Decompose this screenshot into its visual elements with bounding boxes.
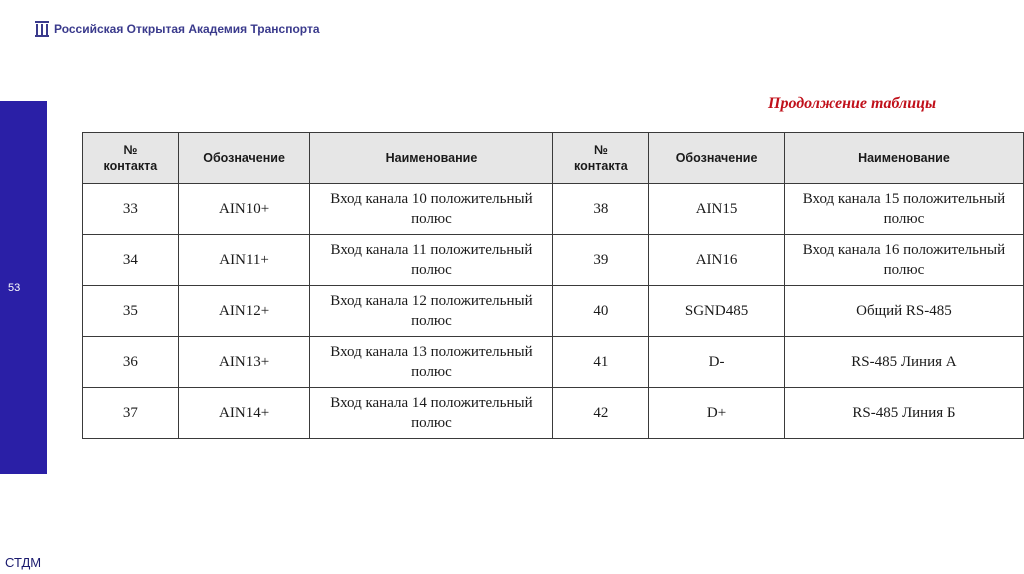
header-name: Наименование: [310, 133, 553, 184]
table-header-row: [83, 133, 1024, 184]
designation: AIN14+: [178, 388, 310, 439]
table-caption: Продолжение таблицы: [768, 95, 937, 112]
table-row: [83, 337, 1024, 388]
contacts-table: [82, 132, 1024, 439]
contact-number: 35: [83, 286, 179, 337]
table-row: [83, 235, 1024, 286]
org-name: Российская Открытая Академия Транспорта: [54, 22, 320, 36]
header-contact-number: № контакта: [83, 133, 179, 184]
contact-number: 41: [553, 337, 649, 388]
building-gate-icon: [34, 20, 50, 38]
designation: AIN16: [649, 235, 785, 286]
name-cell: Вход канала 12 положительный полюс: [310, 286, 553, 337]
contact-number: 42: [553, 388, 649, 439]
designation: AIN15: [649, 184, 785, 235]
contact-number: 38: [553, 184, 649, 235]
header: [34, 18, 320, 40]
designation: AIN11+: [178, 235, 310, 286]
contact-number: 34: [83, 235, 179, 286]
header-designation: Обозначение: [649, 133, 785, 184]
designation: SGND485: [649, 286, 785, 337]
name-cell: Вход канала 14 положительный полюс: [310, 388, 553, 439]
table-row: [83, 388, 1024, 439]
contact-number: 36: [83, 337, 179, 388]
designation: AIN12+: [178, 286, 310, 337]
name-cell: RS-485 Линия А: [784, 337, 1023, 388]
designation: AIN13+: [178, 337, 310, 388]
table-row: [83, 286, 1024, 337]
footer-label: СТДМ: [5, 555, 42, 570]
name-cell: RS-485 Линия Б: [784, 388, 1023, 439]
contact-number: 39: [553, 235, 649, 286]
table-row: [83, 184, 1024, 235]
header-contact-number: № контакта: [553, 133, 649, 184]
header-designation: Обозначение: [178, 133, 310, 184]
name-cell: Вход канала 15 положительный полюс: [784, 184, 1023, 235]
name-cell: Вход канала 16 положительный полюс: [784, 235, 1023, 286]
contact-number: 40: [553, 286, 649, 337]
header-name: Наименование: [784, 133, 1023, 184]
designation: D+: [649, 388, 785, 439]
contact-number: 33: [83, 184, 179, 235]
contact-number: 37: [83, 388, 179, 439]
name-cell: Вход канала 10 положительный полюс: [310, 184, 553, 235]
name-cell: Вход канала 11 положительный полюс: [310, 235, 553, 286]
name-cell: Вход канала 13 положительный полюс: [310, 337, 553, 388]
page-number: 53: [8, 282, 21, 294]
name-cell: Общий RS-485: [784, 286, 1023, 337]
designation: D-: [649, 337, 785, 388]
designation: AIN10+: [178, 184, 310, 235]
